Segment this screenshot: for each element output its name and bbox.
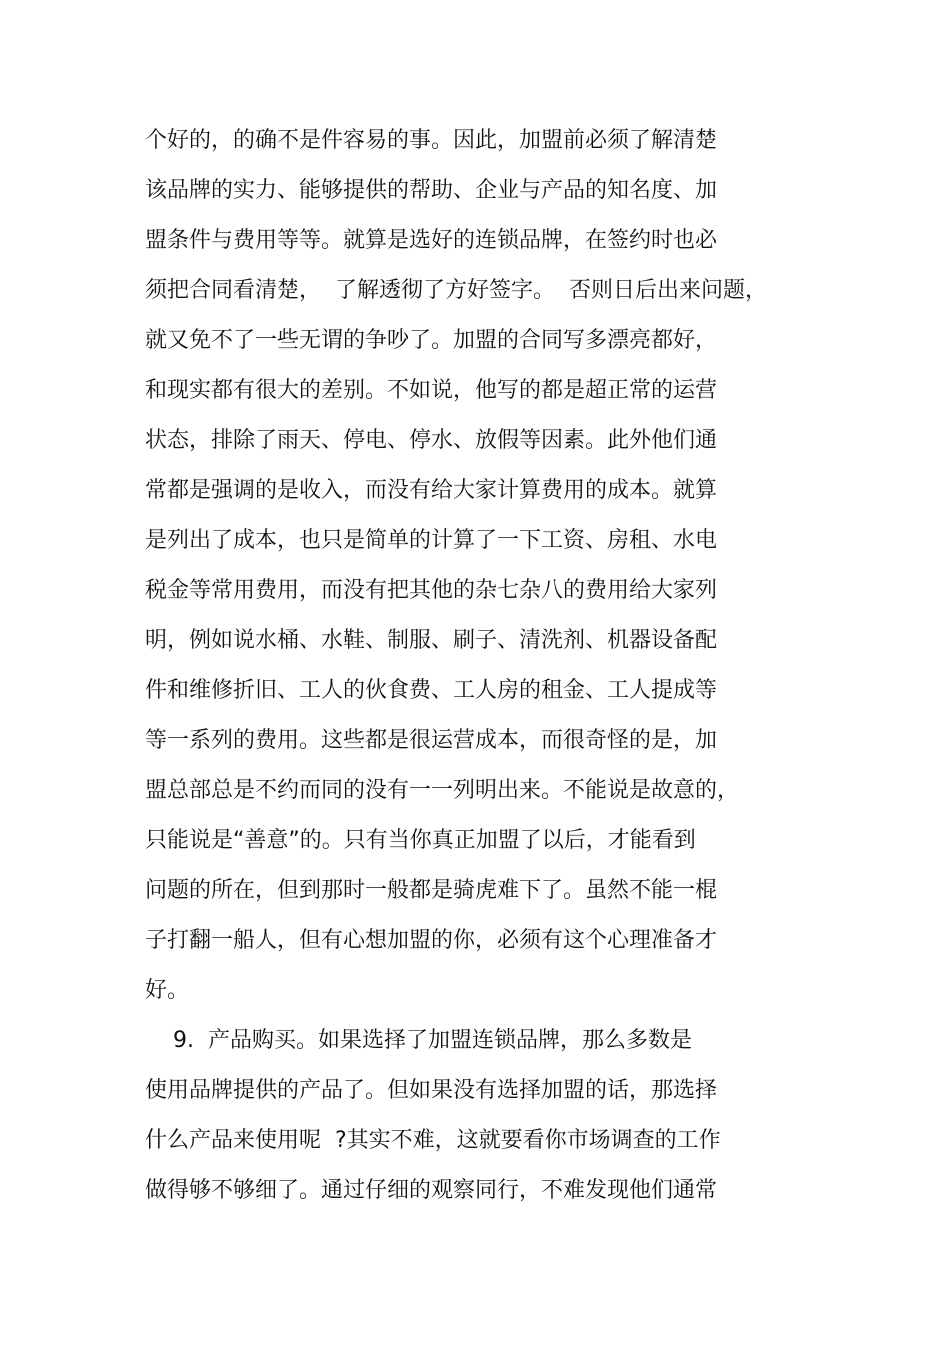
text-line: 是列出了成本，也只是简单的计算了一下工资、房租、水电 — [145, 528, 718, 553]
text-line: 个好的，的确不是件容易的事。因此，加盟前必须了解清楚 — [145, 128, 718, 153]
text-line: 该品牌的实力、能够提供的帮助、企业与产品的知名度、加 — [145, 178, 718, 203]
text-line: 等一系列的费用。这些都是很运营成本，而很奇怪的是，加 — [145, 728, 718, 753]
text-line: 只能说是“善意”的。只有当你真正加盟了以后，才能看到 — [145, 828, 696, 853]
text-line: 件和维修折旧、工人的伙食费、工人房的租金、工人提成等 — [145, 678, 718, 703]
text-line: 盟条件与费用等等。就算是选好的连锁品牌，在签约时也必 — [145, 228, 718, 253]
text-line: 什么产品来使用呢 ?其实不难，这就要看你市场调查的工作 — [145, 1128, 721, 1153]
paragraph-start-line: 9. 产品购买。如果选择了加盟连锁品牌，那么多数是 — [145, 1028, 692, 1053]
text-line: 问题的所在，但到那时一般都是骑虎难下了。虽然不能一棍 — [145, 878, 718, 903]
body-text — [145, 120, 805, 1220]
text-line: 盟总部总是不约而同的没有一一列明出来。不能说是故意的， — [145, 778, 740, 803]
text-line: 状态，排除了雨天、停电、停水、放假等因素。此外他们通 — [145, 428, 718, 453]
text-line: 使用品牌提供的产品了。但如果没有选择加盟的话，那选择 — [145, 1078, 718, 1103]
text-line: 就又免不了一些无谓的争吵了。加盟的合同写多漂亮都好， — [145, 328, 718, 353]
text-line: 须把合同看清楚， 了解透彻了方好签字。 否则日后出来问题， — [145, 278, 767, 303]
text-line: 子打翻一船人，但有心想加盟的你，必须有这个心理准备才 — [145, 928, 718, 953]
text-line: 好。 — [145, 978, 190, 1003]
text-line: 税金等常用费用，而没有把其他的杂七杂八的费用给大家列 — [145, 578, 718, 603]
text-line: 常都是强调的是收入，而没有给大家计算费用的成本。就算 — [145, 478, 718, 503]
text-line: 和现实都有很大的差别。不如说，他写的都是超正常的运营 — [145, 378, 718, 403]
text-line: 明，例如说水桶、水鞋、制服、刷子、清洗剂、机器设备配 — [145, 628, 718, 653]
text-line: 做得够不够细了。通过仔细的观察同行，不难发现他们通常 — [145, 1178, 718, 1203]
